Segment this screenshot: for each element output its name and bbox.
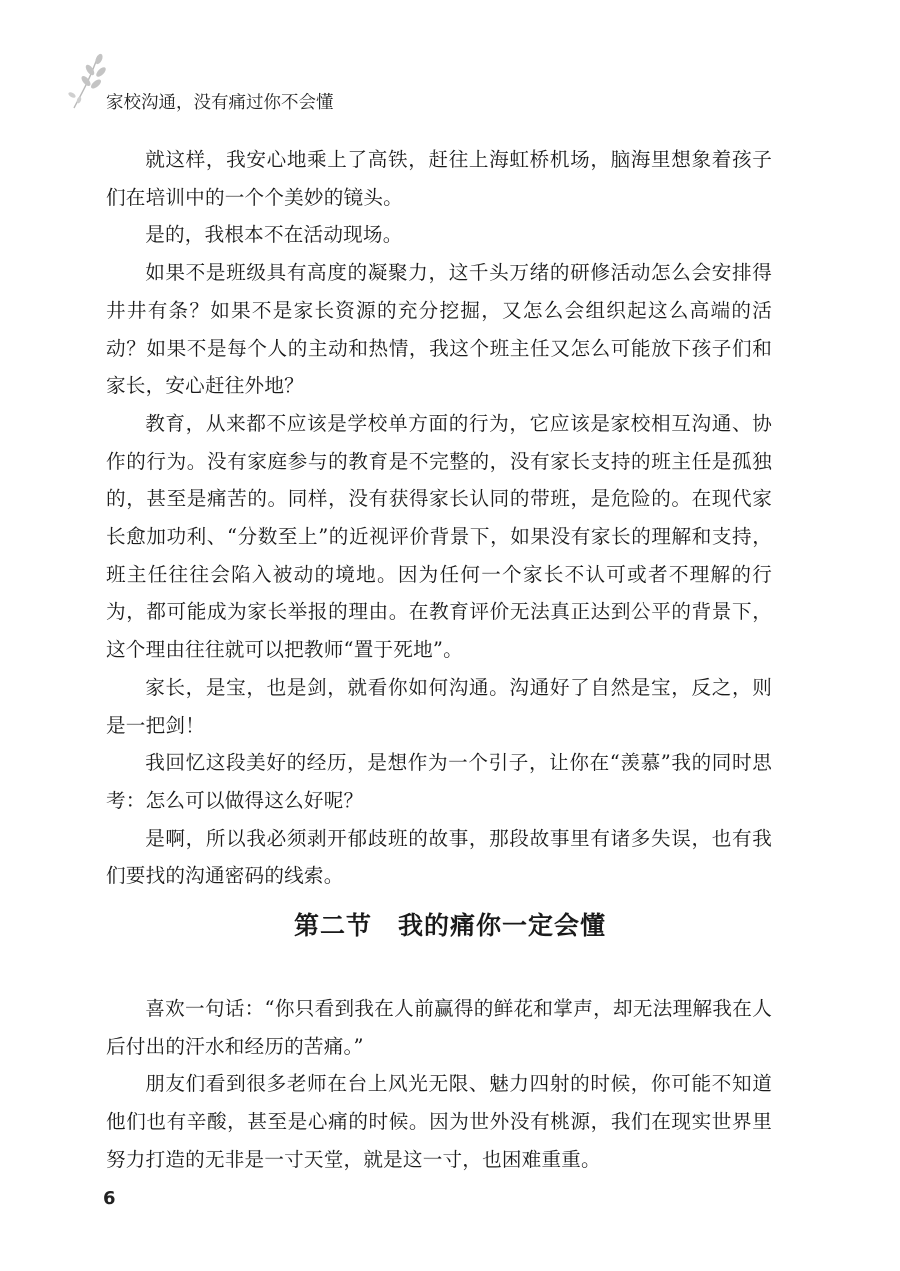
- body-text-section-1: [106, 141, 772, 895]
- body-text-section-2: [106, 990, 772, 1179]
- paragraph: 教育，从来都不应该是学校单方面的行为，它应该是家校相互沟通、协作的行为。没有家庭参与的教育是不完整的，没有家长支持的班主任是孤独的，甚至是痛苦的。同样，没有获得家长认同的带班，是危险的。在现代家长愈加功利、“分数至上”的近视评价背景下，如果没有家长的理解和支持，班主任往往会陷入被动的境地。因为任何一个家长不认可或者不理解的行为，都可能成为家长举报的理由。在教育评价无法真正达到公平的背景下，这个理由往往就可以把教师“置于死地”。: [106, 411, 772, 662]
- section-heading: [0, 906, 900, 942]
- paragraph: 我回忆这段美好的经历，是想作为一个引子，让你在“羡慕”我的同时思考：怎么可以做得这么好呢？: [106, 751, 772, 812]
- paragraph: 就这样，我安心地乘上了高铁，赶往上海虹桥机场，脑海里想象着孩子们在培训中的一个个美妙的镜头。: [106, 148, 772, 209]
- paragraph: 喜欢一句话：“你只看到我在人前赢得的鲜花和掌声，却无法理解我在人后付出的汗水和经历的苦痛。”: [106, 997, 772, 1058]
- paragraph: 是啊，所以我必须剥开郁歧班的故事，那段故事里有诸多失误，也有我们要找的沟通密码的线索。: [106, 826, 772, 888]
- paragraph: 如果不是班级具有高度的凝聚力，这千头万绪的研修活动怎么会安排得井井有条？如果不是家长资源的充分挖掘，又怎么会组织起这么高端的活动？如果不是每个人的主动和热情，我这个班主任又怎么可能放下孩子们和家长，安心赶往外地？: [106, 261, 772, 398]
- section-title: 我的痛你一定会懂: [398, 911, 607, 940]
- section-number: 第二节: [293, 911, 372, 940]
- paragraph: 家长，是宝，也是剑，就看你如何沟通。沟通好了自然是宝，反之，则是一把剑！: [106, 675, 772, 737]
- running-header: [66, 50, 366, 120]
- page-number: 6: [103, 1188, 116, 1209]
- paragraph: 朋友们看到很多老师在台上风光无限、魅力四射的时候，你可能不知道他们也有辛酸，甚至是心痛的时候。因为世外没有桃源，我们在现实世界里努力打造的无非是一寸天堂，就是这一寸，也困难重重。: [106, 1072, 772, 1171]
- running-header-title: 家校沟通，没有痛过你不会懂: [106, 93, 334, 113]
- paragraph: 是的，我根本不在活动现场。: [145, 223, 403, 247]
